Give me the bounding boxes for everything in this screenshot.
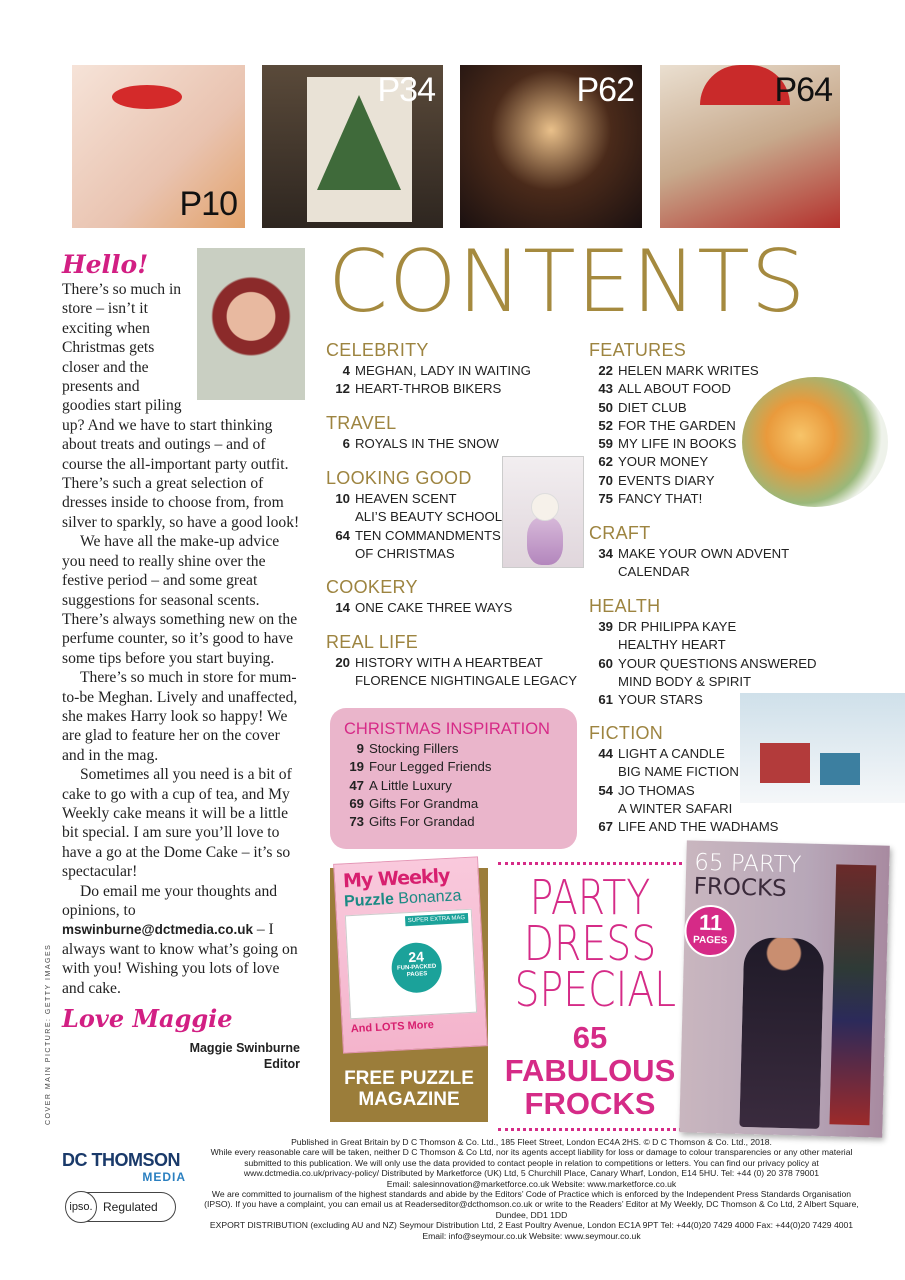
- section-title: REAL LIFE: [326, 632, 419, 652]
- contents-item[interactable]: [326, 508, 502, 526]
- page-number: 73: [349, 814, 364, 830]
- section-title: FEATURES: [589, 340, 687, 360]
- contents-item[interactable]: [589, 380, 759, 398]
- page-number: 9: [356, 741, 364, 756]
- page-number: 19: [349, 759, 364, 775]
- page-number: 54: [598, 782, 613, 798]
- page-number: [589, 563, 613, 581]
- section-cookery: [326, 577, 512, 617]
- party-dress-special: [498, 862, 682, 1131]
- puzzle-subtitle-bold: Puzzle: [343, 890, 395, 911]
- item-title: ALL ABOUT FOOD: [618, 381, 731, 397]
- item-title: ONE CAKE THREE WAYS: [355, 600, 513, 615]
- page-number: [326, 508, 350, 526]
- christmas-item[interactable]: [344, 813, 563, 831]
- contents-item[interactable]: [589, 417, 759, 435]
- puzzle-caption: MAGAZINE: [358, 1089, 460, 1110]
- section-title: LOOKING GOOD: [326, 468, 472, 488]
- letter-text: – I always want to know what’s going on with you! Wishing you lots of love and cake.: [62, 921, 298, 997]
- footer-line: Published in Great Britain by D C Thomson & Co. Ltd., 185 Fleet Street, London EC4A 2HS. © D C Thomson & Co. Ltd., 2018.: [291, 1137, 772, 1147]
- contents-item[interactable]: [326, 672, 577, 690]
- contents-item[interactable]: [589, 618, 817, 636]
- contents-item[interactable]: [326, 654, 577, 672]
- page-number: 61: [598, 692, 613, 708]
- editor-title: Editor: [263, 1057, 300, 1072]
- page-number: 44: [598, 746, 613, 761]
- page-number: 75: [598, 491, 613, 507]
- spread-title: 65 PARTY: [693, 849, 802, 879]
- contents-item[interactable]: [589, 545, 789, 563]
- greeting: Hello!: [62, 250, 149, 279]
- item-title: A Little Luxury: [369, 777, 452, 793]
- page-number: [589, 673, 613, 691]
- item-title: TEN COMMANDMENTS: [355, 527, 501, 543]
- item-title: ALI’S BEAUTY SCHOOL: [355, 509, 503, 525]
- section-title: TRAVEL: [326, 413, 397, 433]
- contents-item[interactable]: [589, 490, 759, 508]
- party-line: FROCKS: [524, 1086, 656, 1121]
- page-label: P64: [774, 71, 832, 109]
- page-number: 20: [335, 655, 350, 670]
- section-title: CRAFT: [589, 523, 651, 543]
- page-number: 6: [342, 436, 350, 451]
- page-number: [326, 672, 350, 690]
- item-title: JO THOMAS: [618, 782, 695, 798]
- footer-line: Email: info@seymour.co.uk Website: www.seymour.co.uk: [422, 1230, 641, 1241]
- letter-paragraph: There’s so much in store for mum-to-be Meghan. Lively and unaffected, she makes Harry look so happy! We are glad to feature her on the cover and in the mag.: [62, 669, 298, 764]
- page-number: 59: [598, 436, 613, 452]
- item-title: MY LIFE IN BOOKS: [618, 436, 737, 452]
- perfume-image: [502, 456, 584, 568]
- puzzle-count-label: FUN-PACKED PAGES: [396, 963, 437, 979]
- page-number: 50: [598, 399, 613, 415]
- item-title: DR PHILIPPA KAYE: [618, 619, 737, 634]
- footer-line: We are committed to journalism of the highest standards and abide by the Editors’ Code of Practice which is enforced by the Independent Press Standards Organisation (IPSO). If you have a complaint, you can email us at Readerseditor@dcthomson.co.uk or write to the Readers’ Editor at My Weekly, DC Thomson & Co Ltd, 2 Albert Square, Dundee, DD1 1DD: [204, 1189, 859, 1220]
- christmas-item[interactable]: [344, 795, 563, 813]
- editor-email[interactable]: mswinburne@dctmedia.co.uk: [62, 922, 253, 938]
- item-title: MIND BODY & SPIRIT: [618, 673, 752, 689]
- puzzle-cover: [333, 856, 488, 1053]
- contents-item[interactable]: [589, 673, 817, 691]
- puzzle-caption: FREE PUZZLE: [344, 1068, 474, 1089]
- footer-line: EXPORT DISTRIBUTION (excluding AU and NZ) Seymour Distribution Ltd, 2 East Poultry Avenue, London EC1A 9PT Tel: +44(0)20 7429 4000 Fax: +44(0)20 7429 4001: [209, 1220, 854, 1231]
- item-title: EVENTS DIARY: [618, 472, 715, 488]
- page-number: 22: [598, 363, 613, 378]
- page-number: 62: [598, 454, 613, 470]
- contents-item[interactable]: [326, 380, 531, 398]
- page-label: P62: [576, 71, 634, 109]
- section-title: HEALTH: [589, 596, 661, 616]
- contents-item[interactable]: [589, 655, 817, 673]
- party-frocks-spread: [679, 840, 890, 1137]
- item-title: BIG NAME FICTION: [618, 764, 739, 780]
- contents-item[interactable]: [326, 490, 502, 508]
- christmas-inspiration-box: [330, 708, 577, 849]
- photo-santa-hat-woman: [660, 65, 840, 228]
- item-title: MAKE YOUR OWN ADVENT: [618, 546, 790, 561]
- contents-item[interactable]: [589, 435, 759, 453]
- item-title: A WINTER SAFARI: [618, 800, 733, 816]
- publisher-footer: [198, 1137, 865, 1241]
- party-line: DRESS: [523, 916, 657, 972]
- item-title: YOUR MONEY: [618, 454, 709, 470]
- ipso-label: Regulated: [103, 1200, 158, 1214]
- item-title: HEALTHY HEART: [618, 637, 726, 653]
- page-number: 10: [335, 491, 350, 506]
- section-looking-good: [326, 468, 502, 563]
- contents-item[interactable]: [589, 818, 778, 836]
- section-celebrity: [326, 340, 531, 399]
- contents-item[interactable]: [326, 527, 502, 545]
- contents-item[interactable]: [326, 599, 512, 617]
- page-label: P34: [377, 71, 435, 109]
- section-features: [589, 340, 759, 508]
- item-title: FLORENCE NIGHTINGALE LEGACY: [355, 673, 578, 689]
- page-number: [589, 763, 613, 781]
- page-number: 60: [598, 655, 613, 671]
- page-number: [589, 800, 613, 818]
- page-number: 47: [349, 777, 364, 793]
- letter-paragraph: Sometimes all you need is a bit of cake to go with a cup of tea, and My Weekly cake means it will be a little bit special. I am sure you’ll love to have a go at the Dome Cake – it’s so spectacular!: [62, 766, 292, 881]
- editor-photo: [197, 248, 305, 400]
- letter-text: Do email me your thoughts and opinions, to: [62, 882, 278, 919]
- editor-name: Maggie Swinburne: [189, 1041, 300, 1056]
- page-label: P10: [179, 185, 237, 223]
- letter-paragraph: There’s so much in store – isn’t it exciting when Christmas gets closer and the presents and goodies start piling up? And we have to start thinking about treats and outings – and of course the all-important party outfit. There’s such a great selection of dresses inside to choose from, from silver to sparkly, so have a good look!: [62, 281, 300, 531]
- item-title: HEAVEN SCENT: [355, 491, 457, 506]
- item-title: HELEN MARK WRITES: [618, 363, 759, 378]
- badge-number: 11: [698, 909, 723, 936]
- dc-thomson-logo: [62, 1150, 192, 1184]
- contents-item[interactable]: [589, 453, 759, 471]
- contents-item[interactable]: [589, 399, 759, 417]
- page-number: 52: [598, 417, 613, 433]
- item-title: HEART-THROB BIKERS: [355, 381, 502, 397]
- section-title: FICTION: [589, 723, 664, 743]
- item-title: YOUR QUESTIONS ANSWERED: [618, 655, 817, 671]
- item-title: FANCY THAT!: [618, 491, 703, 507]
- item-title: LIGHT A CANDLE: [618, 746, 725, 761]
- photo-party-woman: [460, 65, 642, 228]
- contents-item[interactable]: [589, 636, 817, 654]
- christmas-item[interactable]: [344, 777, 563, 795]
- page-number: 69: [349, 795, 364, 811]
- ipso-mark: ipso.: [65, 1191, 97, 1223]
- puzzle-badge: SUPER EXTRA MAG: [405, 913, 469, 926]
- logo-text: DC THOMSON: [62, 1150, 180, 1170]
- contents-title: CONTENTS: [328, 232, 807, 332]
- section-title: COOKERY: [326, 577, 418, 597]
- page-number: 39: [598, 619, 613, 634]
- page-number: 12: [335, 381, 350, 397]
- party-line: 65: [572, 1020, 608, 1055]
- party-line: PARTY: [529, 870, 651, 926]
- photo-perfume: [72, 65, 245, 228]
- item-title: YOUR STARS: [618, 692, 703, 708]
- item-title: DIET CLUB: [618, 399, 687, 415]
- section-title: CHRISTMAS INSPIRATION: [344, 720, 550, 738]
- free-puzzle-magazine[interactable]: [330, 864, 488, 1122]
- page-number: 14: [335, 600, 350, 615]
- section-real-life: [326, 632, 577, 691]
- section-title: CELEBRITY: [326, 340, 429, 360]
- ipso-logo: [66, 1192, 176, 1222]
- spread-title: FROCKS: [693, 873, 788, 903]
- page-number: 34: [598, 546, 613, 561]
- logo-text: MEDIA: [142, 1170, 186, 1184]
- puzzle-more: And LOTS More: [350, 1018, 435, 1036]
- christmas-item[interactable]: [344, 758, 563, 776]
- puzzle-count: 24: [407, 948, 425, 966]
- item-title: OF CHRISTMAS: [355, 545, 455, 561]
- item-title: Gifts For Grandad: [369, 814, 475, 830]
- section-travel: [326, 413, 499, 453]
- item-title: Four Legged Friends: [369, 759, 492, 775]
- footer-line: While every reasonable care will be taken, neither D C Thomson & Co Ltd, nor its agents accept liability for loss or damage to colour transparencies or any other material submitted to this publication. We will only use the data provided to contact people in relation to competitions or letters. You can find our privacy policy at www.dctmedia.co.uk/privacy-policy/ Distributed by Marketforce (UK) Ltd, 5 Churchill Place, Canary Wharf, London, E14 5HU. Tel: +44 (0) 20 378 79001: [210, 1147, 853, 1179]
- roses-image: [742, 377, 888, 507]
- contents-item[interactable]: [589, 563, 789, 581]
- snowy-village-image: [740, 693, 905, 803]
- item-title: MEGHAN, LADY IN WAITING: [355, 363, 531, 378]
- page-number: [589, 636, 613, 654]
- section-craft: [589, 523, 789, 582]
- item-title: FOR THE GARDEN: [618, 417, 736, 433]
- item-title: Stocking Fillers: [369, 741, 459, 756]
- signoff: Love Maggie: [62, 1004, 233, 1034]
- dotted-divider: [498, 862, 682, 865]
- contents-item[interactable]: [589, 472, 759, 490]
- footer-line: Email: salesinnovation@marketforce.co.uk Website: www.marketforce.co.uk: [386, 1178, 677, 1189]
- page-number: 70: [598, 472, 613, 488]
- party-line: SPECIAL: [514, 962, 677, 1018]
- photo-credit: COVER MAIN PICTURE: GETTY IMAGES: [45, 943, 52, 1125]
- item-title: CALENDAR: [618, 564, 690, 580]
- party-line: FABULOUS: [504, 1053, 676, 1088]
- contents-item[interactable]: [326, 435, 499, 453]
- contents-item[interactable]: [326, 545, 502, 563]
- puzzle-brand: My Weekly: [342, 864, 450, 893]
- puzzle-subtitle: Bonanza: [397, 887, 462, 908]
- editor-letter: [62, 250, 300, 1072]
- page-number: 4: [342, 363, 350, 378]
- photo-advent-calendar: [262, 65, 443, 228]
- item-title: Gifts For Grandma: [369, 795, 479, 811]
- page-number: [326, 545, 350, 563]
- dotted-divider: [498, 1128, 682, 1131]
- page-number: 43: [598, 381, 613, 397]
- page-number: 64: [335, 527, 350, 543]
- contents-item[interactable]: [589, 362, 759, 380]
- badge-label: PAGES: [692, 934, 728, 947]
- christmas-item[interactable]: [344, 740, 563, 758]
- item-title: LIFE AND THE WADHAMS: [618, 819, 779, 835]
- page-number: 67: [598, 819, 613, 835]
- letter-paragraph: We have all the make-up advice you need to really shine over the festive period – and some great suggestions for seasonal scents. There’s always something new on the perfume counter, so it’s good to have some tips before you start buying.: [62, 533, 298, 667]
- contents-item[interactable]: [326, 362, 531, 380]
- item-title: HISTORY WITH A HEARTBEAT: [355, 655, 543, 670]
- item-title: ROYALS IN THE SNOW: [355, 436, 499, 451]
